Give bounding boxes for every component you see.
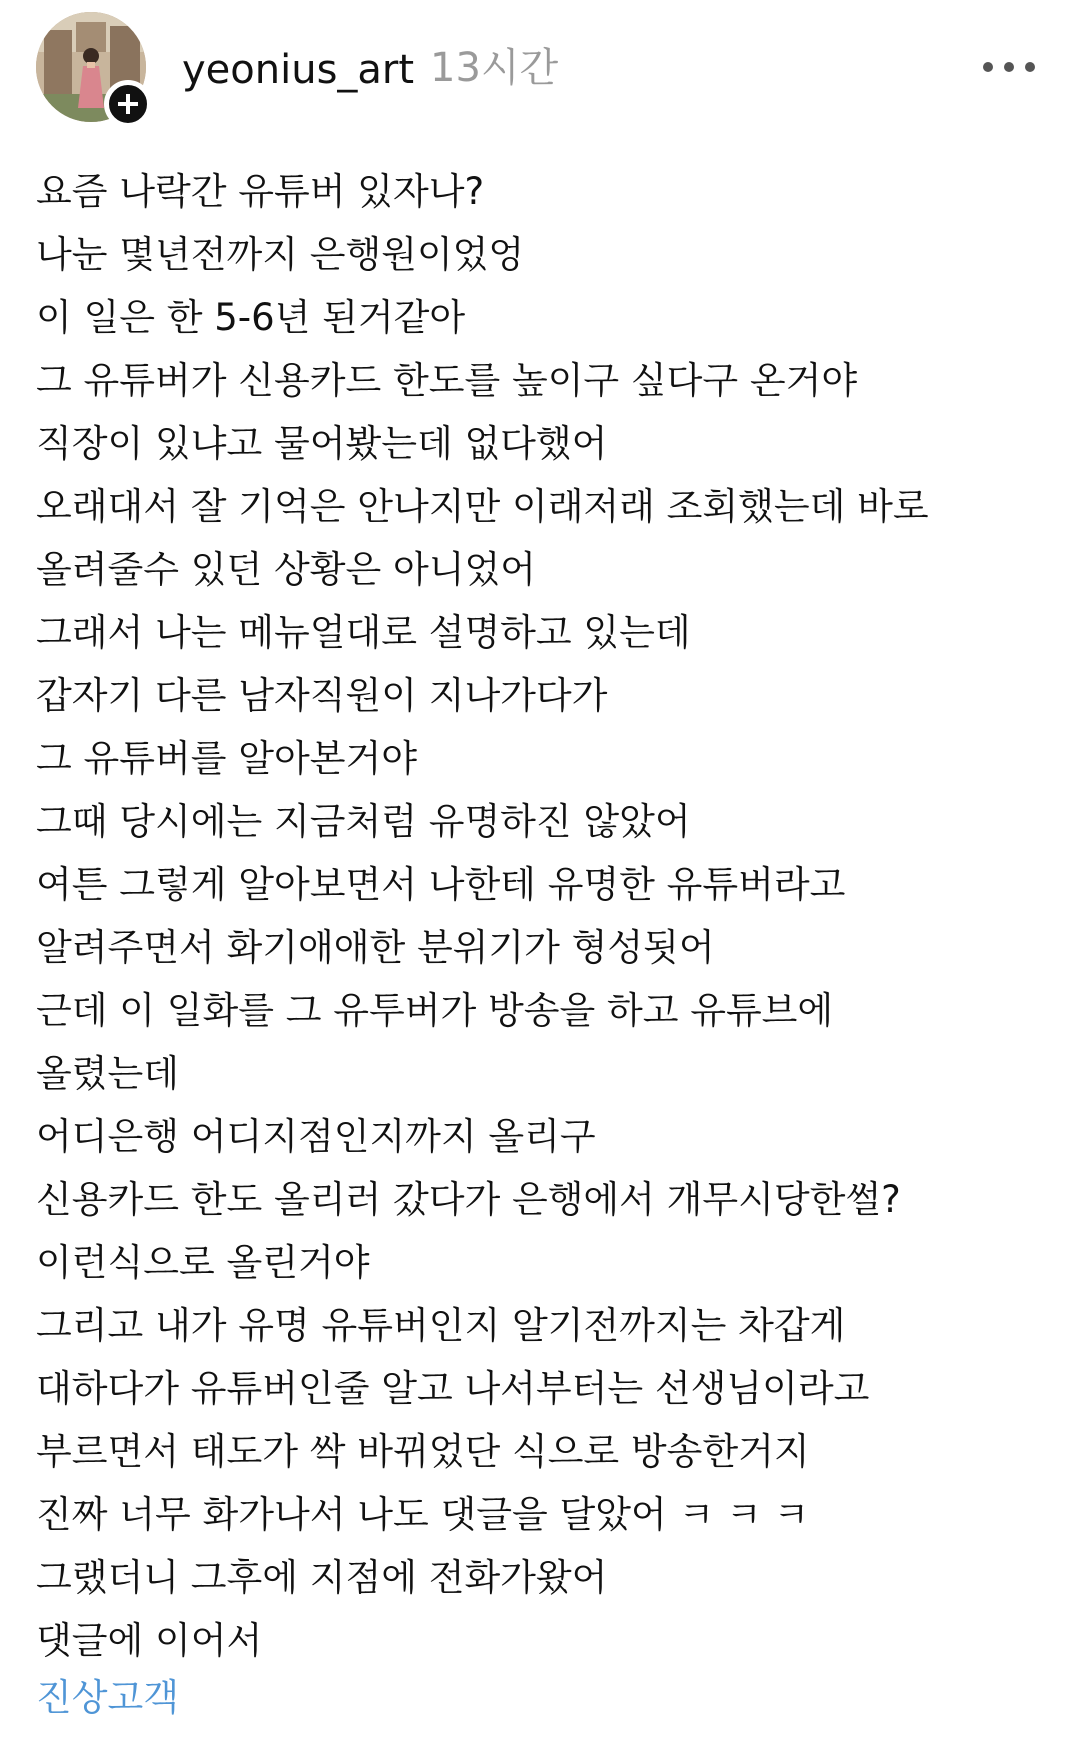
post-text-line: 대하다가 유튜버인줄 알고 나서부터는 선생님이라고: [36, 1367, 870, 1410]
more-link[interactable]: 진상고객: [36, 1676, 179, 1719]
post-text-line: 어디은행 어디지점인지까지 올리구: [36, 1115, 596, 1158]
post-text-line: 알려주면서 화기애애한 분위기가 형성됫어: [36, 926, 715, 969]
post-text-line: 그래서 나는 메뉴얼대로 설명하고 있는데: [36, 611, 691, 654]
post-text-line: 그리고 내가 유명 유튜버인지 알기전까지는 차갑게: [36, 1304, 846, 1347]
more-horizontal-icon: [980, 50, 1040, 84]
post-text-line: 그 유튜버가 신용카드 한도를 높이구 싶다구 온거야: [36, 359, 858, 402]
post-body: [36, 160, 1046, 1672]
post-timestamp: 13시간: [430, 45, 559, 91]
post-text-line: 오래대서 잘 기억은 안나지만 이래저래 조회했는데 바로: [36, 485, 929, 528]
username[interactable]: yeonius_art: [182, 47, 415, 93]
post-text-line: 올렸는데: [36, 1052, 179, 1095]
post-text-line: 나눈 몇년전까지 은행원이었엉: [36, 233, 525, 276]
post-text-line: 이 일은 한 5-6년 된거같아: [36, 296, 466, 339]
post-text-line: 신용카드 한도 올리러 갔다가 은행에서 개무시당한썰?: [36, 1178, 901, 1221]
post-text-line: 그랬더니 그후에 지점에 전화가왔어: [36, 1556, 608, 1599]
post-text-line: 여튼 그렇게 알아보면서 나한테 유명한 유튜버라고: [36, 863, 846, 906]
post-text-line: 올려줄수 있던 상황은 아니었어: [36, 548, 536, 591]
plus-icon: [109, 85, 147, 123]
post-text-line: 댓글에 이어서: [36, 1619, 263, 1662]
post-text-line: 요즘 나락간 유튜버 있자나?: [36, 170, 485, 213]
post-text-line: 그 유튜버를 알아본거야: [36, 737, 417, 780]
post-text-line: 직장이 있냐고 물어봤는데 없다했어: [36, 422, 608, 465]
post-text-line: 근데 이 일화를 그 유투버가 방송을 하고 유튜브에: [36, 989, 834, 1032]
post-text-line: 진짜 너무 화가나서 나도 댓글을 달았어 ㅋ ㅋ ㅋ: [36, 1493, 810, 1536]
follow-button[interactable]: [104, 80, 152, 128]
avatar-container[interactable]: [36, 12, 146, 122]
more-options-button[interactable]: [980, 50, 1040, 84]
post-text-line: 그때 당시에는 지금처럼 유명하진 않았어: [36, 800, 691, 843]
post-text-line: 이런식으로 올린거야: [36, 1241, 370, 1284]
post-text-line: 부르면서 태도가 싹 바뀌었단 식으로 방송한거지: [36, 1430, 810, 1473]
post-text-line: 갑자기 다른 남자직원이 지나가다가: [36, 674, 608, 717]
post-header: [0, 0, 1080, 140]
